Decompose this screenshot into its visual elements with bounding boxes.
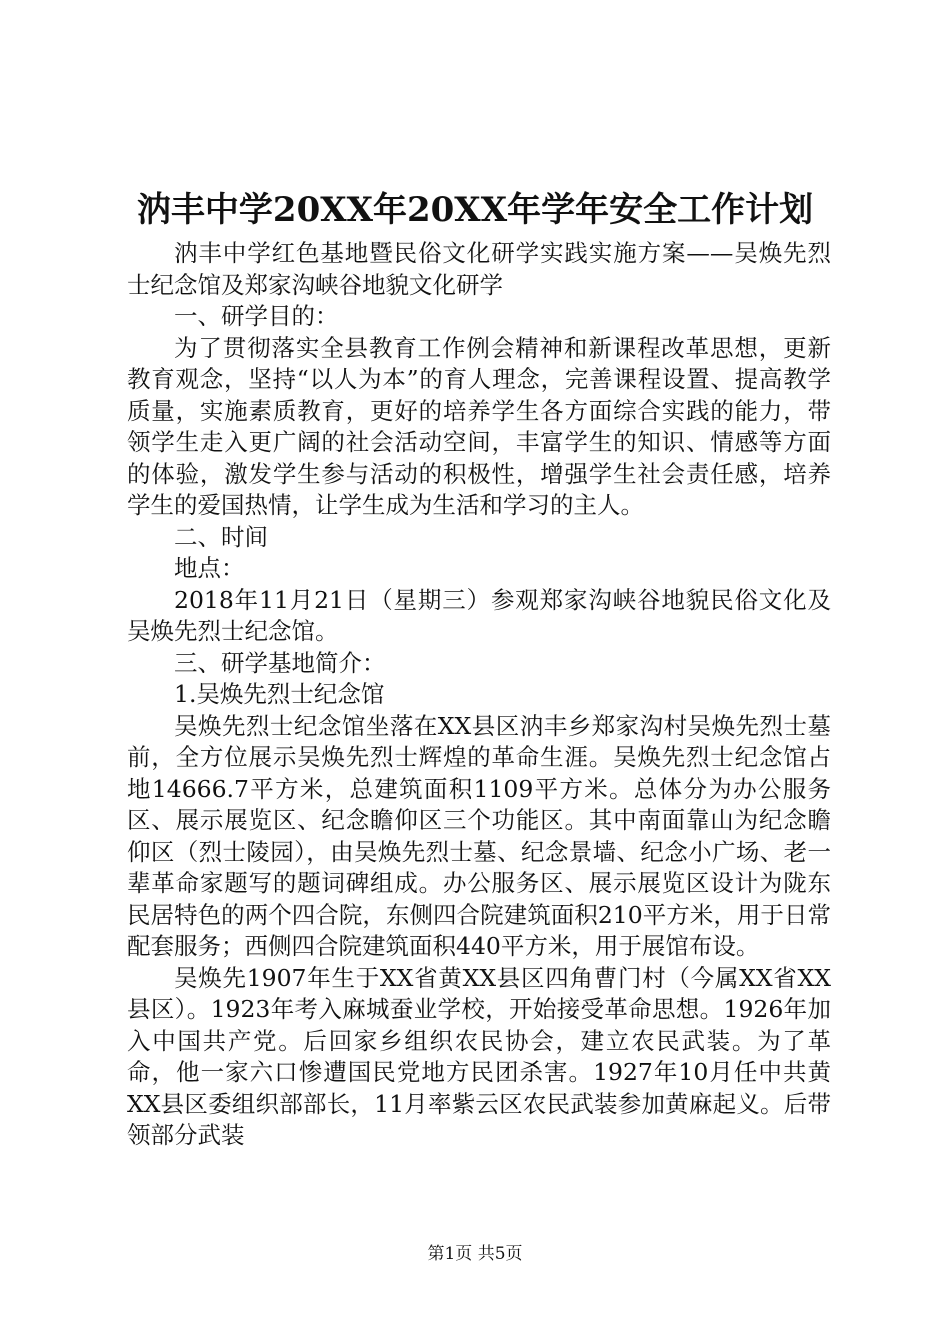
paragraph: 为了贯彻落实全县教育工作例会精神和新课程改革思想，更新教育观念，坚持“以人为本”的育人理念，完善课程设置、提高教学质量，实施素质教育，更好的培养学生各方面综合实践的能力，带领学生走入更广阔的社会活动空间，丰富学生的知识、情感等方面的体验，激发学生参与活动的积极性，增强学生社会责任感，培养学生的爱国热情，让学生成为生活和学习的主人。 [127,333,831,519]
paragraph: 吴焕先烈士纪念馆坐落在XX县区汭丰乡郑家沟村吴焕先烈士墓前，全方位展示吴焕先烈士辉煌的革命生涯。吴焕先烈士纪念馆占地14666.7平方米，总建筑面积1109平方米。总体分为办公服务区、展示展览区、纪念瞻仰区三个功能区。其中南面靠山为纪念瞻仰区（烈士陵园），由吴焕先烈士墓、纪念景墙、纪念小广场、老一辈革命家题写的题词碑组成。办公服务区、展示展览区设计为陇东民居特色的两个四合院，东侧四合院建筑面积210平方米，用于日常配套服务；西侧四合院建筑面积440平方米，用于展馆布设。 [127,711,831,960]
document-title: 汭丰中学20XX年20XX年学年安全工作计划 [136,190,814,230]
section-heading: 三、研学基地简介： [174,648,386,677]
page-footer: 第1页 共5页 [427,1244,523,1264]
document-body [127,238,831,1152]
paragraph: 吴焕先1907年生于XX省黄XX县区四角曹门村（今属XX省XX县区）。1923年考入麻城蚕业学校，开始接受革命思想。1926年加入中国共产党。后回家乡组织农民协会，建立农民武装。为了革命，他一家六口惨遭国民党地方民团杀害。1927年10月任中共黄XX县区委组织部部长，11月率紫云区农民武装参加黄麻起义。后带领部分武装 [127,963,831,1149]
section-heading: 一、研学目的： [174,302,339,330]
paragraph: 地点： [174,554,245,582]
paragraph: 2018年11月21日（星期三）参观郑家沟峡谷地貌民俗文化及吴焕先烈士纪念馆。 [127,585,831,645]
paragraph: 汭丰中学红色基地暨民俗文化研学实践实施方案——吴焕先烈士纪念馆及郑家沟峡谷地貌文化研学 [127,239,831,299]
section-heading: 二、时间 [174,522,268,551]
subsection-heading: 1.吴焕先烈士纪念馆 [174,680,385,708]
